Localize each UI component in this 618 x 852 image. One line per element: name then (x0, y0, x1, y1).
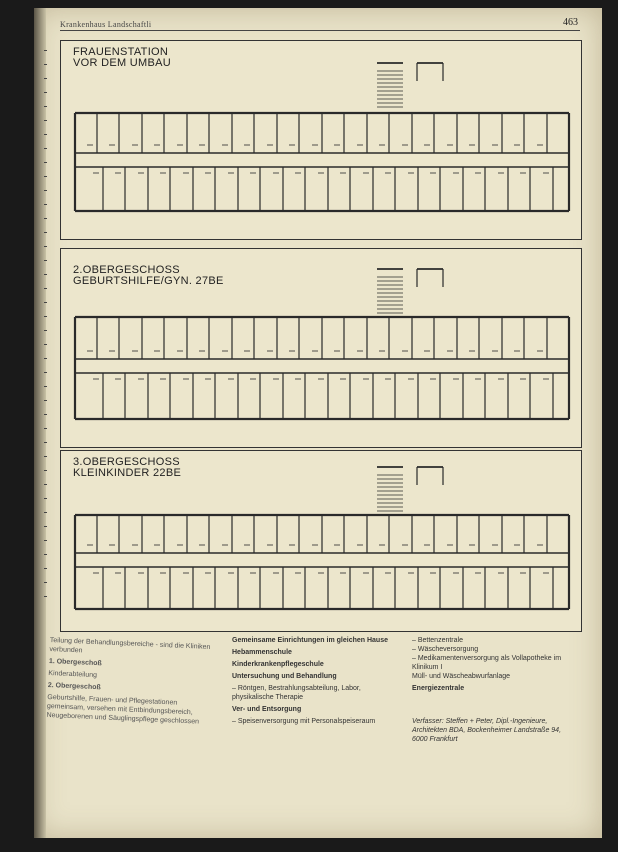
legend-left-text-3: 2. Obergeschoß (47, 681, 101, 692)
plan-title-3: 3.OBERGESCHOSS KLEINKINDER 22BE (73, 456, 182, 479)
legend-mid-text-3: Untersuchung und Behandlung (232, 673, 337, 680)
margin-tick (44, 106, 47, 107)
margin-tick (44, 498, 47, 499)
margin-tick (44, 484, 47, 485)
floor-plan-panel-2 (60, 248, 582, 448)
plan-title-1: FRAUENSTATION VOR DEM UMBAU (73, 46, 172, 69)
page-gutter (34, 8, 46, 838)
margin-tick (44, 92, 47, 93)
margin-tick (44, 232, 47, 233)
legend-right-text-2: – Medikamentenversorgung als Vollapotheke im Klinikum I (412, 655, 562, 671)
margin-tick (44, 78, 47, 79)
margin-tick (44, 134, 47, 135)
margin-tick (44, 526, 47, 527)
legend-right-text-3: Müll- und Wäscheabwurfanlage (412, 673, 511, 680)
margin-tick (44, 554, 47, 555)
margin-tick (44, 246, 47, 247)
margin-tick (44, 120, 47, 121)
floor-plan-panel-1 (60, 40, 582, 240)
margin-tick (44, 400, 47, 401)
margin-tick (44, 456, 47, 457)
margin-tick (44, 428, 47, 429)
legend-left-column (46, 636, 220, 730)
margin-tick (44, 372, 47, 373)
margin-tick (44, 512, 47, 513)
margin-tick (44, 596, 47, 597)
margin-tick (44, 176, 47, 177)
margin-tick (44, 204, 47, 205)
margin-tick (44, 568, 47, 569)
legend-right-text-5: Verfasser: Steffen + Peter, Dipl.-Ingenieure, Architekten BDA, Bockenheimer Landstraße 94, 6000 Frankfurt (412, 718, 562, 743)
legend-left-text-0: Teilung der Behandlungsbereiche - sind die Kliniken verbunden (49, 636, 211, 655)
margin-tick (44, 302, 47, 303)
margin-tick (44, 330, 47, 331)
margin-tick (44, 442, 47, 443)
legend-mid-text-5: Ver- und Entsorgung (232, 706, 302, 713)
margin-tick (44, 470, 47, 471)
legend-mid-text-0: Gemeinsame Einrichtungen im gleichen Hause (232, 637, 388, 644)
floor-plan-1 (61, 41, 581, 239)
legend-mid-text-4: – Röntgen, Bestrahlungsabteilung, Labor, physikalische Therapie (232, 685, 361, 701)
margin-tick (44, 414, 47, 415)
margin-tick (44, 358, 47, 359)
margin-tick (44, 190, 47, 191)
legend-right-text-4: Energiezentrale (412, 685, 465, 692)
margin-tick (44, 288, 47, 289)
plan-title-2: 2.OBERGESCHOSS GEBURTSHILFE/GYN. 27BE (73, 264, 224, 287)
margin-tick (44, 316, 47, 317)
margin-tick (44, 582, 47, 583)
legend-middle-column (232, 636, 402, 729)
margin-tick (44, 274, 47, 275)
page-number: 463 (563, 17, 578, 28)
margin-tick (44, 64, 47, 65)
margin-tick (44, 344, 47, 345)
legend-mid-text-2: Kinderkrankenpflegeschule (232, 661, 324, 668)
legend-right-column (412, 636, 572, 747)
margin-tick (44, 260, 47, 261)
margin-tick (44, 50, 47, 51)
margin-tick (44, 162, 47, 163)
margin-tick (44, 540, 47, 541)
legend-left-text-1: 1. Obergeschoß (48, 657, 102, 668)
margin-tick (44, 218, 47, 219)
legend-mid-text-6: – Speisenversorgung mit Personalspeiseraum (232, 718, 376, 725)
legend-right-text-0: – Bettenzentrale (412, 637, 463, 644)
header-rule (60, 30, 580, 31)
legend-mid-text-1: Hebammenschule (232, 649, 292, 656)
margin-tick (44, 386, 47, 387)
legend-left-text-2: Kinderabteilung (48, 669, 98, 680)
margin-tick (44, 148, 47, 149)
floor-plan-panel-3 (60, 450, 582, 632)
running-head: Krankenhaus Landschaftli (60, 20, 152, 29)
legend-left-text-4: Geburtshilfe, Frauen- und Pflegestationen gemeinsam, versehen mit Entbindungsbereich, Neugeborenen und Säuglingspflege geschlossen (46, 693, 200, 726)
legend-right-text-1: – Wäscheversorgung (412, 646, 479, 653)
